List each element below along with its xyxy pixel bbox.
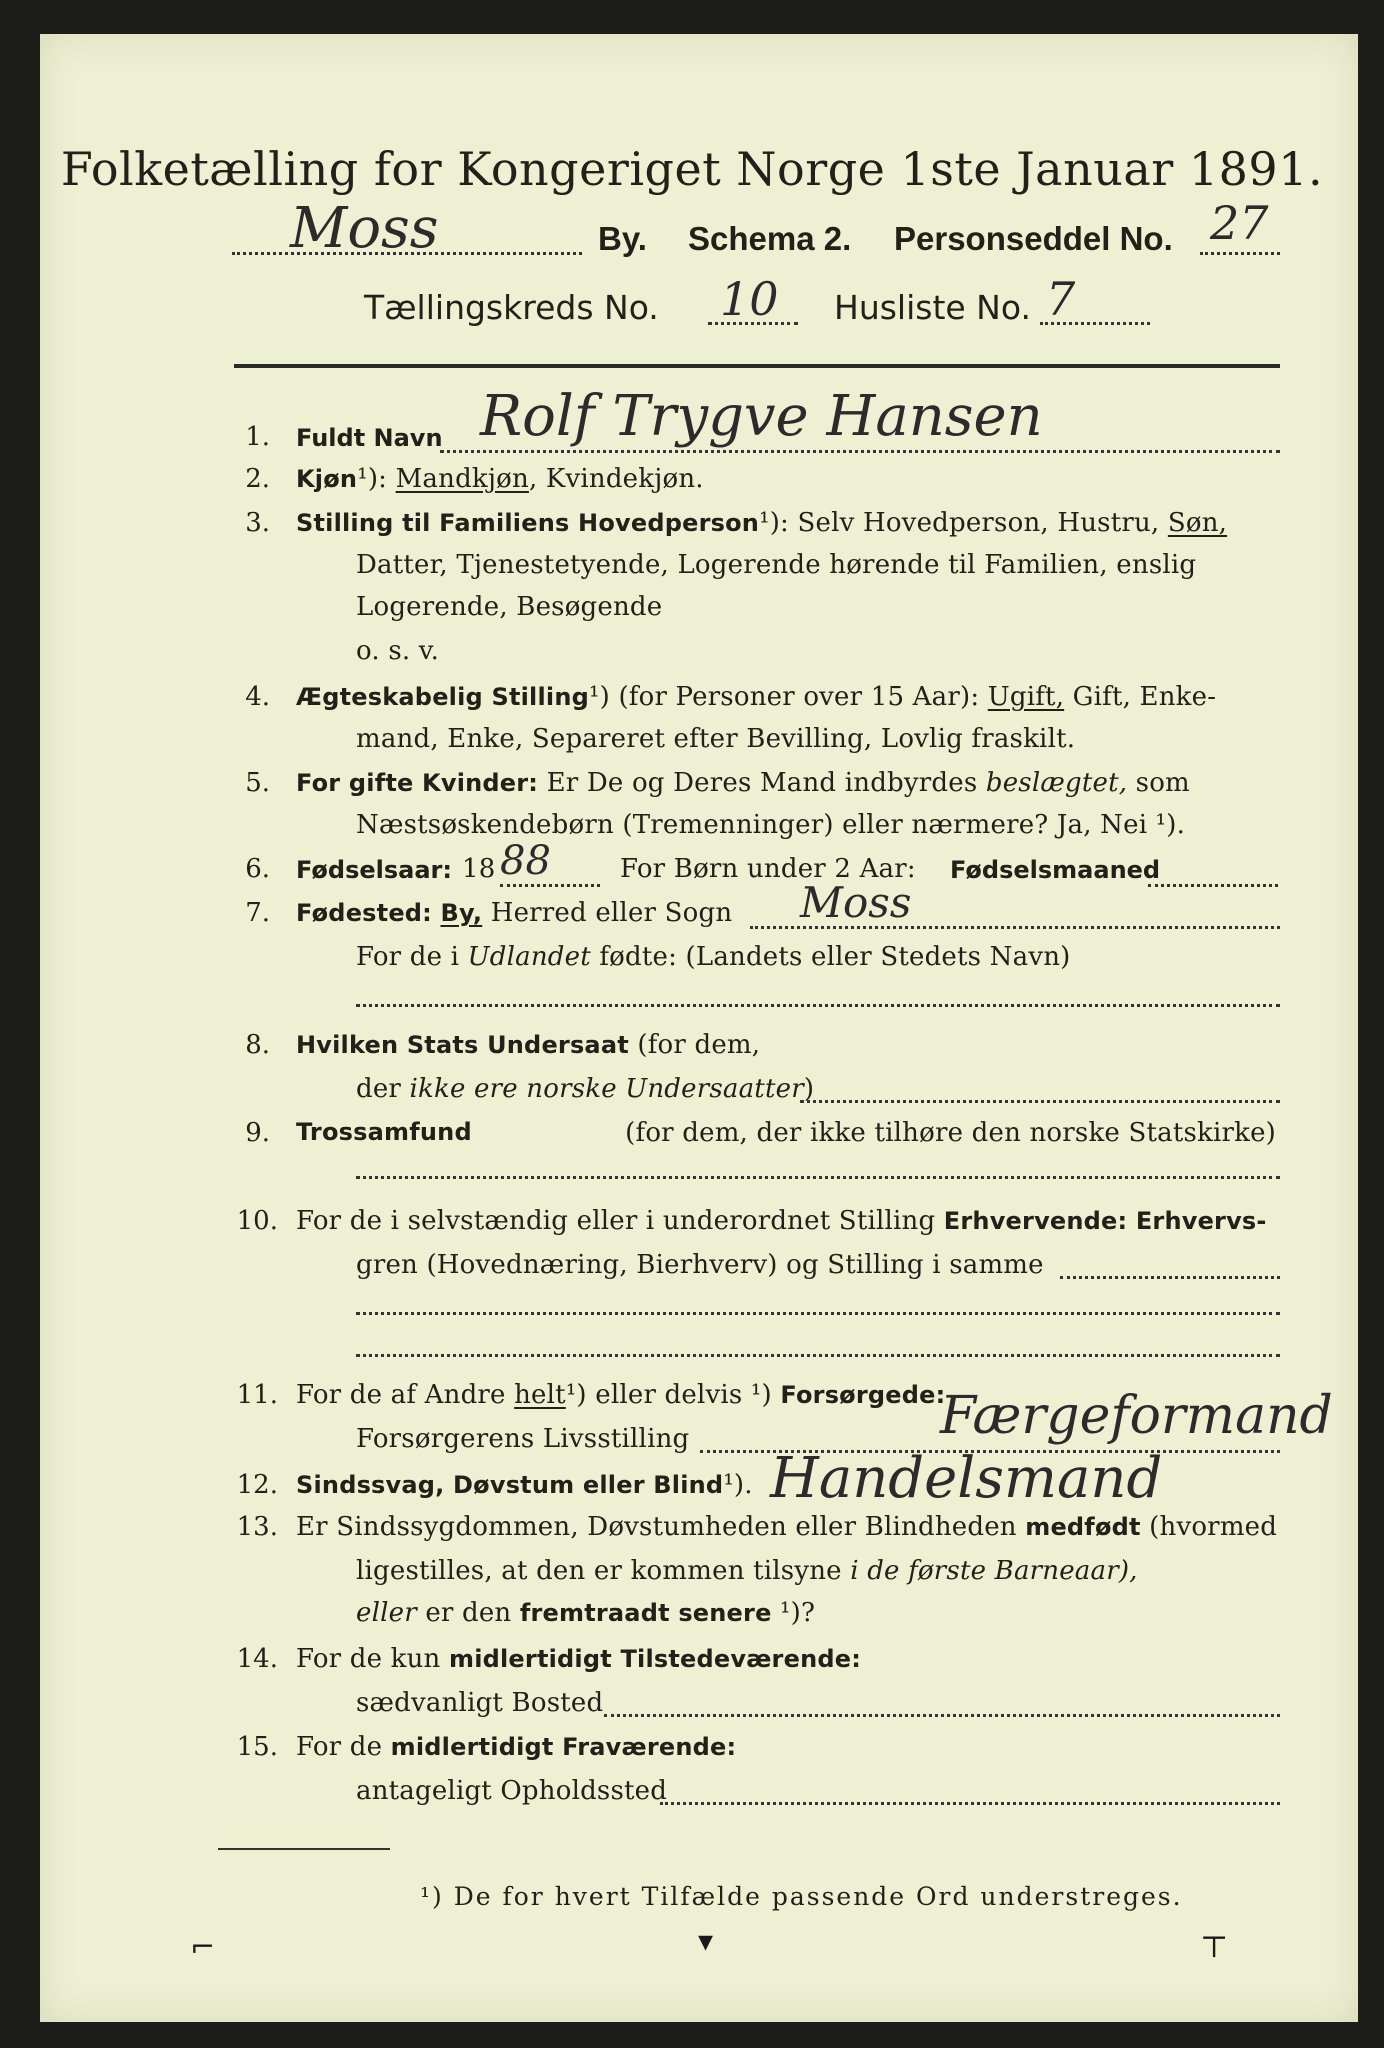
q12-number: 12.	[236, 1470, 278, 1500]
personseddel-number: 27	[1210, 196, 1269, 250]
q2-text	[296, 464, 704, 494]
q11-number: 11.	[236, 1380, 278, 1410]
q5-line1b: som	[1135, 768, 1190, 798]
q7-number: 7.	[245, 898, 270, 928]
q15-line1	[296, 1732, 736, 1762]
q3-line4: o. s. v.	[356, 636, 440, 666]
q4-line1a: (for Personer over 15 Aar):	[618, 682, 980, 712]
census-form-page	[40, 34, 1358, 2022]
header-divider	[234, 364, 1280, 368]
q13-line2	[356, 1556, 1138, 1586]
corner-mark-right: ⊤	[1200, 1930, 1229, 1965]
q11-line1a: For de af Andre	[296, 1380, 506, 1410]
husliste-fill-line	[1040, 322, 1150, 325]
q8-line2-italic: ikke ere norske Undersaatter	[409, 1074, 804, 1104]
q8-line2a: der	[356, 1074, 402, 1104]
q9-label: Trossamfund	[296, 1118, 472, 1146]
q11-answer-line1: Færgeformand	[940, 1386, 1333, 1446]
footnote-rule	[218, 1848, 390, 1850]
q10-line1b: Erhvervs-	[1135, 1207, 1267, 1235]
q12-sup: ¹).	[723, 1470, 753, 1500]
personseddel-label: Personseddel No.	[894, 220, 1173, 257]
corner-mark-center: ▾	[698, 1924, 714, 1959]
q13-label: medfødt	[1025, 1513, 1141, 1541]
q13-line3b: ¹)?	[780, 1598, 816, 1628]
by-label: By.	[598, 220, 647, 257]
q12-label: Sindssvag, Døvstum eller Blind	[296, 1471, 724, 1499]
q5-line1	[296, 768, 1190, 798]
q14-fill-line	[604, 1714, 1280, 1717]
q5-number: 5.	[245, 768, 270, 798]
q14-line1a: For de kun	[296, 1644, 441, 1674]
q7-abroad-fill-line	[356, 1004, 1280, 1007]
q13-line3a: er den	[425, 1598, 512, 1628]
q3-line3: Logerende, Besøgende	[356, 592, 663, 622]
q8-line2b: )	[803, 1074, 815, 1104]
q8-line2	[356, 1074, 814, 1104]
q8-line1	[296, 1030, 760, 1060]
q15-fill-line	[660, 1802, 1280, 1805]
q11-label: Forsørgede:	[780, 1381, 946, 1409]
q10-label: Erhvervende:	[943, 1207, 1128, 1235]
q3-option-son: Søn,	[1167, 508, 1228, 538]
q5-line2: Næstsøskendebørn (Tremenninger) eller nærmere? Ja, Nei ¹).	[356, 810, 1186, 840]
q3-line1	[296, 508, 1227, 538]
q9-number: 9.	[245, 1118, 270, 1148]
q7-line2b: fødte: (Landets eller Stedets Navn)	[599, 942, 1071, 972]
q1-fill-line	[440, 450, 1280, 453]
q5-line1a: Er De og Deres Mand indbyrdes	[546, 768, 978, 798]
q10-fill-line3	[356, 1354, 1280, 1357]
q1-label: Fuldt Navn	[296, 424, 443, 452]
q7-rest: Herred eller Sogn	[490, 898, 733, 928]
q10-fill-line2	[356, 1312, 1280, 1315]
q2-option-mandkjon: Mandkjøn	[395, 464, 529, 494]
q8-fill-line	[800, 1100, 1280, 1103]
schema-label: Schema 2.	[688, 220, 852, 257]
q1-answer-name: Rolf Trygve Hansen	[480, 384, 1043, 449]
q6-month-fill-line	[1148, 884, 1278, 887]
q8-line1-text: (for dem,	[637, 1030, 761, 1060]
q12-line1	[296, 1470, 753, 1500]
q4-line1b: Gift, Enke-	[1072, 682, 1217, 712]
q13-line2-italic: i de første Barneaar),	[850, 1556, 1138, 1586]
q10-line2: gren (Hovednæring, Bierhverv) og Stilling i samme	[356, 1250, 1044, 1280]
q9-rest: (for dem, der ikke tilhøre den norske Statskirke)	[625, 1118, 1276, 1148]
personseddel-fill-line	[1200, 252, 1280, 255]
q3-line2: Datter, Tjenestetyende, Logerende hørende til Familien, enslig	[356, 550, 1197, 580]
q11-option-helt: helt	[514, 1380, 566, 1410]
q4-label: Ægteskabelig Stilling	[296, 683, 589, 711]
form-title: Folketælling for Kongeriget Norge 1ste Januar 1891.	[60, 142, 1324, 196]
q4-option-ugift: Ugift,	[987, 682, 1065, 712]
q5-line1-italic: beslægtet,	[985, 768, 1128, 798]
q8-number: 8.	[245, 1030, 270, 1060]
q15-label: midlertidigt Fraværende:	[390, 1733, 737, 1761]
q7-option-by: By,	[440, 899, 483, 927]
q9-line1	[296, 1118, 1276, 1148]
q7-line2a: For de i	[356, 942, 460, 972]
q3-line1-text: Selv Hovedperson, Hustru,	[797, 508, 1160, 538]
husliste-number: 7	[1046, 272, 1076, 326]
q13-line1b: (hvormed	[1149, 1512, 1278, 1542]
q13-line3-italic: eller	[356, 1598, 417, 1628]
city-handwritten: Moss	[290, 196, 439, 261]
q13-line1a: Er Sindssygdommen, Døvstumheden eller Blindheden	[296, 1512, 1017, 1542]
q7-answer-place: Moss	[800, 878, 912, 927]
q2-number: 2.	[245, 464, 270, 494]
q6-year-prefix: 18	[462, 854, 496, 884]
q4-number: 4.	[245, 682, 270, 712]
q10-number: 10.	[236, 1206, 278, 1236]
q3-sup: ¹):	[759, 508, 790, 538]
q9-fill-line	[356, 1176, 1280, 1179]
q5-label: For gifte Kvinder:	[296, 769, 539, 797]
q13-line1	[296, 1512, 1277, 1542]
q13-number: 13.	[236, 1512, 278, 1542]
q3-label: Stilling til Familiens Hovedperson	[296, 509, 760, 537]
footnote: ¹) De for hvert Tilfælde passende Ord understreges.	[420, 1882, 1183, 1911]
q13-line3	[356, 1598, 815, 1628]
q15-line2: antageligt Opholdssted	[356, 1776, 668, 1806]
q6-label: Fødselsaar:	[296, 856, 452, 884]
kreds-number: 10	[720, 272, 779, 326]
q2-sup: ¹):	[357, 464, 388, 494]
q6-mid: For Børn under 2 Aar:	[620, 854, 916, 884]
q11-line1	[296, 1380, 945, 1410]
q14-number: 14.	[236, 1644, 278, 1674]
q1-number: 1.	[245, 422, 270, 452]
q6-number: 6.	[245, 854, 270, 884]
q11-answer-line2: Handelsmand	[770, 1446, 1163, 1511]
q8-label: Hvilken Stats Undersaat	[296, 1031, 629, 1059]
q7-line1	[296, 898, 732, 928]
q6-year-answer: 88	[500, 838, 551, 884]
q14-line1	[296, 1644, 861, 1674]
corner-mark-left: ⌐	[190, 1930, 216, 1965]
q11-line2: Forsørgerens Livsstilling	[356, 1424, 690, 1454]
q14-label: midlertidigt Tilstedeværende:	[448, 1645, 862, 1673]
q15-line1a: For de	[296, 1732, 383, 1762]
q10-line1a: For de i selvstændig eller i underordnet Stilling	[296, 1206, 936, 1236]
q13-label2: fremtraadt senere	[519, 1599, 772, 1627]
q11-line1b: ¹) eller delvis ¹)	[565, 1380, 772, 1410]
q10-fill-line1	[1060, 1276, 1280, 1279]
q7-line2-italic: Udlandet	[467, 942, 591, 972]
q6-year-fill-line	[500, 884, 600, 887]
q2-rest: , Kvindekjøn.	[528, 464, 704, 494]
q4-sup: ¹)	[589, 682, 610, 712]
q4-line1	[296, 682, 1216, 712]
q3-number: 3.	[245, 508, 270, 538]
q15-number: 15.	[236, 1732, 278, 1762]
q13-line2a: ligestilles, at den er kommen tilsyne	[356, 1556, 842, 1586]
q2-label: Kjøn	[296, 465, 358, 493]
q7-line2	[356, 942, 1071, 972]
q14-line2: sædvanligt Bosted	[356, 1688, 604, 1718]
q10-line1	[296, 1206, 1267, 1236]
q6-label2: Fødselsmaaned	[950, 856, 1161, 884]
husliste-label: Husliste No.	[834, 288, 1031, 327]
kreds-fill-line	[708, 322, 798, 325]
kreds-label: Tællingskreds No.	[364, 288, 659, 327]
q4-line2: mand, Enke, Separeret efter Bevilling, Lovlig fraskilt.	[356, 724, 1076, 754]
q7-label: Fødested:	[296, 899, 432, 927]
